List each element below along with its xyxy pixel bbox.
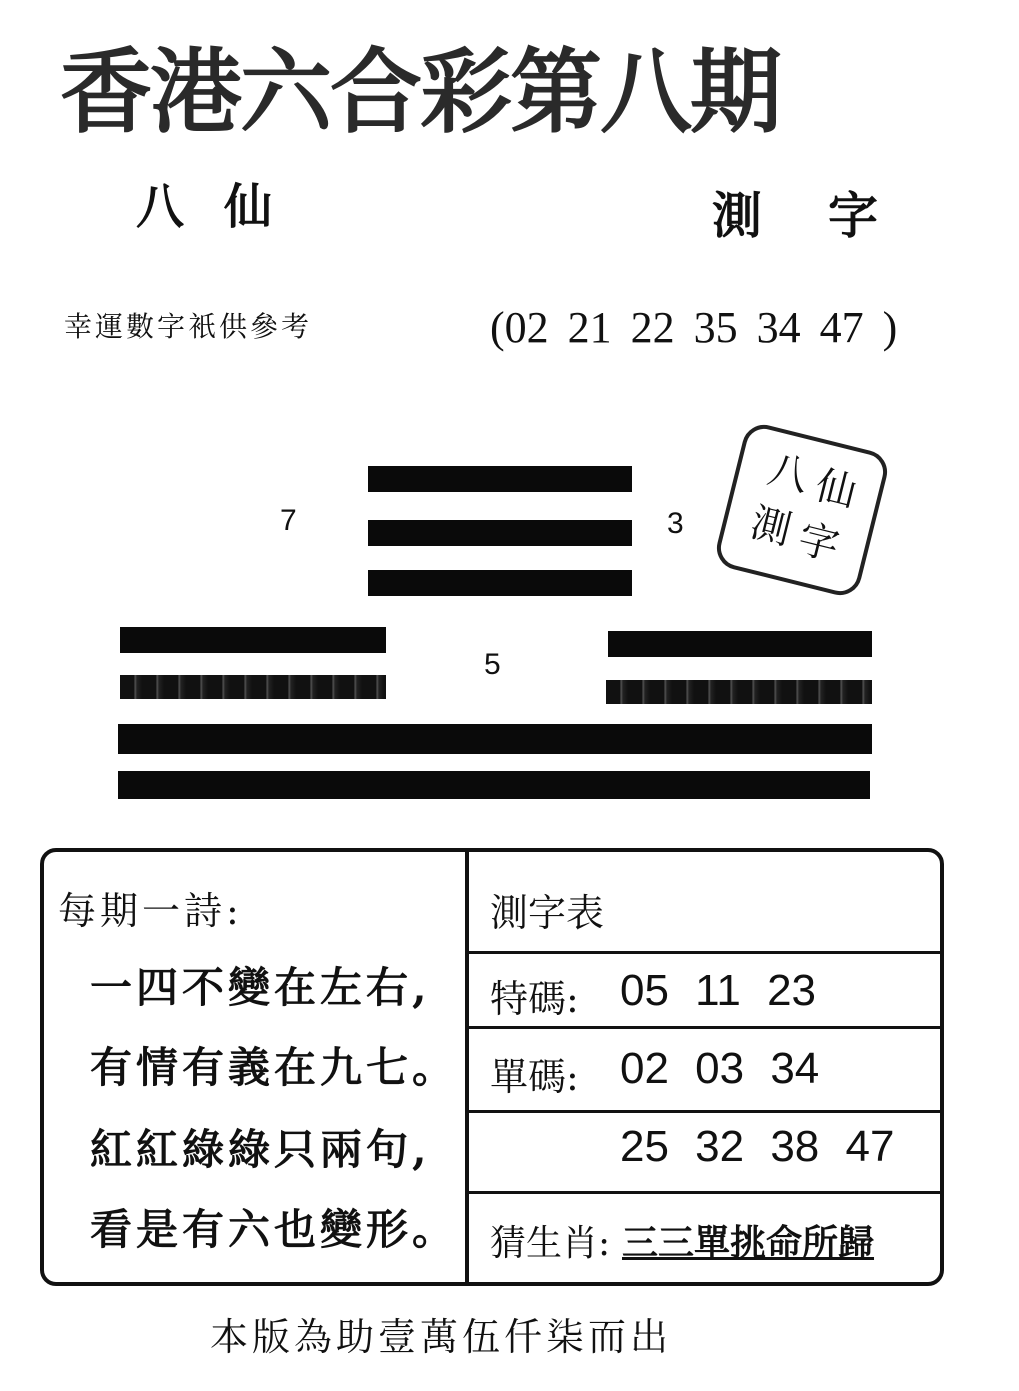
poem-line-1: 一四不變在左右, bbox=[90, 963, 431, 1012]
diagram-number-right: 3 bbox=[667, 507, 684, 540]
subtitle-right: 測字 bbox=[712, 186, 944, 245]
single-numbers-row-1: 02 03 34 bbox=[620, 1044, 820, 1093]
seal-stamp bbox=[712, 420, 891, 599]
footer-text: 本版為助壹萬伍仟柒而出 bbox=[210, 1315, 673, 1359]
single-number-label: 單碼: bbox=[490, 1055, 579, 1099]
zodiac-value: 三三單挑命所歸 bbox=[622, 1222, 875, 1264]
subtitle-left: 八仙 bbox=[136, 179, 313, 235]
table-divider-3 bbox=[469, 1110, 940, 1113]
hexagram-bar-right-1 bbox=[608, 631, 872, 657]
table-title: 測字表 bbox=[490, 891, 605, 935]
special-numbers: 05 11 23 bbox=[620, 966, 817, 1015]
stamp-char-1: 八 bbox=[763, 446, 814, 501]
hexagram-bar-top-1 bbox=[368, 466, 632, 492]
info-box-divider bbox=[465, 852, 469, 1284]
single-numbers-row-2: 25 32 38 47 bbox=[620, 1122, 895, 1171]
zodiac-label: 猜生肖: bbox=[490, 1223, 611, 1264]
page-title: 香港六合彩第八期 bbox=[60, 39, 781, 146]
lucky-numbers-label: 幸運數字衹供參考 bbox=[64, 310, 313, 343]
diagram-number-left: 7 bbox=[280, 504, 297, 537]
poem-line-3: 紅紅綠綠只兩句, bbox=[90, 1125, 431, 1174]
special-number-label: 特碼: bbox=[490, 977, 579, 1021]
hexagram-bar-right-2 bbox=[606, 680, 872, 704]
lucky-numbers: (02 21 22 35 34 47 ) bbox=[490, 303, 898, 352]
hexagram-bar-top-3 bbox=[368, 570, 632, 596]
hexagram-bar-full-1 bbox=[118, 724, 872, 754]
hexagram-bar-left-1 bbox=[120, 627, 386, 653]
table-divider-2 bbox=[469, 1026, 940, 1029]
stamp-char-3: 測 bbox=[745, 499, 796, 555]
hexagram-bar-left-2 bbox=[120, 675, 386, 699]
stamp-char-2: 仙 bbox=[810, 462, 861, 517]
poem-heading: 每期一詩: bbox=[58, 889, 243, 933]
table-divider-1 bbox=[469, 951, 940, 954]
table-divider-4 bbox=[469, 1191, 940, 1194]
stamp-char-4: 字 bbox=[793, 515, 844, 571]
diagram-number-center: 5 bbox=[484, 648, 501, 681]
poem-line-2: 有情有義在九七。 bbox=[90, 1043, 459, 1092]
poem-line-4: 看是有六也變形。 bbox=[90, 1205, 459, 1254]
hexagram-bar-top-2 bbox=[368, 520, 632, 546]
hexagram-bar-full-2 bbox=[118, 771, 870, 799]
